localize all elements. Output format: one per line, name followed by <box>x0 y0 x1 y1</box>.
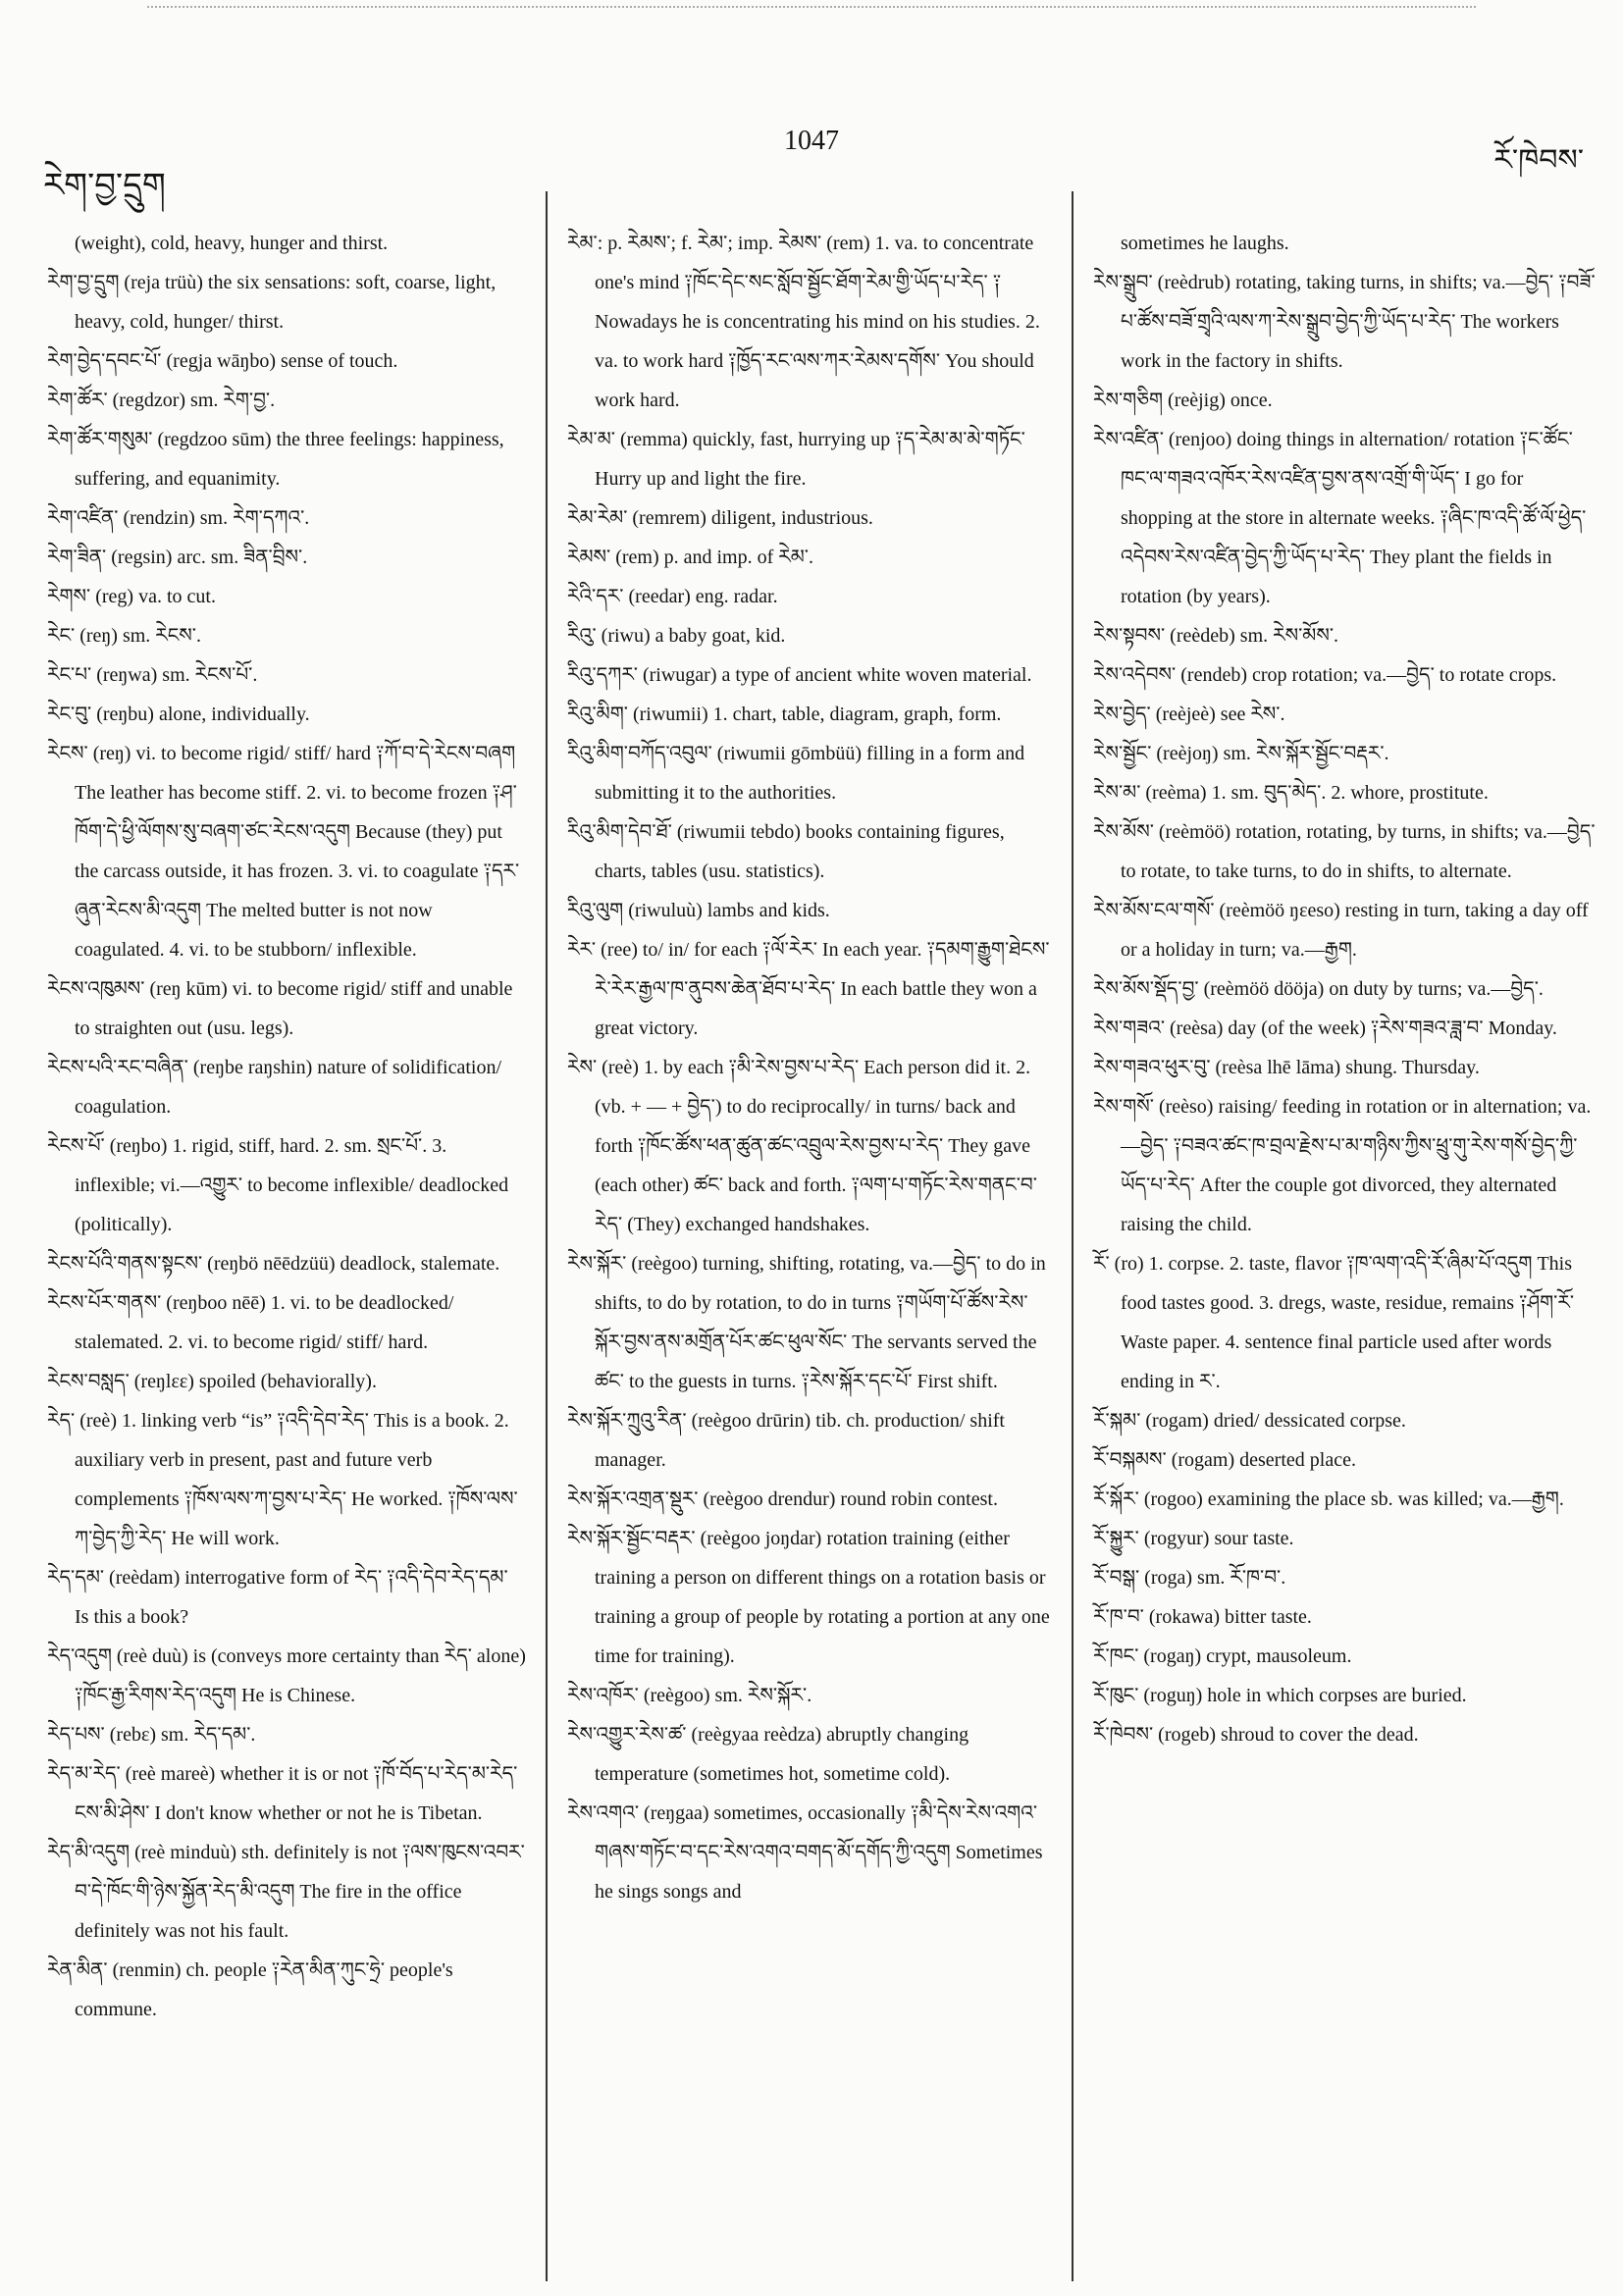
dictionary-entry: རེས་འདེབས་ (rendeb) crop rotation; va.—བྱེད་ to rotate crops. <box>1093 664 1557 686</box>
dictionary-entry: རེད་མ་རེད་ (reè mareè) whether it is or not ༑ཁོ་བོད་པ་རེད་མ་རེད་ངས་མི་ཤེས་ I don't know whether or not he is Tibetan. <box>47 1763 518 1824</box>
dictionary-entry: རོ་ཁ་བ་ (rokawa) bitter taste. <box>1093 1606 1312 1628</box>
dictionary-entry: རོ་སྐྱུར་ (rogyur) sour taste. <box>1093 1528 1294 1549</box>
dictionary-entry: རེས་བྱེད་ (reèjeè) see རེས་. <box>1093 704 1285 725</box>
dictionary-entry: རེད་ (reè) 1. linking verb “is” ༑འདི་དེབ་རེད་ This is a book. 2. auxiliary verb in present, past and future verb complements ༑ཁོས་ལས་ཀ་བྱས་པ་རེད་ He worked. ༑ཁོས་ལས་ཀ་བྱེད་ཀྱི་རེད་ He will work. <box>47 1410 518 1549</box>
dictionary-entry: རེས་གཟའ་ (reèsa) day (of the week) ༑རེས་གཟའ་ཟླ་བ་ Monday. <box>1093 1018 1557 1039</box>
dictionary-entry: རེས་འཛིན་ (renjoo) doing things in alternation/ rotation ༑ང་ཚོང་ཁང་ལ་གཟའ་འཁོར་རེས་འཛིན་བྱས་ནས་འགྲོ་གི་ཡོད་ I go for shopping at the store in alternate weeks. ༑ཞིང་ཁ་འདི་ཚོ་ལོ་ཕྱེད་འདེབས་རེས་འཛིན་བྱེད་ཀྱི་ཡོད་པ་རེད་ They plant the fields in rotation (by years). <box>1093 429 1587 607</box>
dictionary-entry: རེད་དམ་ (reèdam) interrogative form of རེད་ ༑འདི་དེབ་རེད་དམ་ Is this a book? <box>47 1567 508 1628</box>
page-number: 1047 <box>784 126 839 156</box>
header-left-word: རེག་བྱ་དྲུག <box>43 166 166 205</box>
dictionary-entry: རེངས་པོར་གནས་ (reŋboo nēē) 1. vi. to be deadlocked/ stalemated. 2. vi. to become rigid/ stiff/ hard. <box>47 1292 454 1353</box>
dictionary-entry: རེའི་དར་ (reedar) eng. radar. <box>567 586 778 607</box>
dictionary-entry: རེས་འགའ་ (reŋgaa) sometimes, occasionally ༑མི་དེས་རེས་འགའ་གཞས་གཏོང་བ་དང་རེས་འགའ་བགད་མོ་དགོད་ཀྱི་འདུག Sometimes he sings songs and <box>567 1802 1043 1903</box>
dictionary-entry: རེག་བྱེད་དབང་པོ་ (regja wāŋbo) sense of touch. <box>47 350 398 372</box>
dictionary-entry: རེད་འདུག (reè duù) is (conveys more certainty than རེད་ alone) ༑ཁོང་རྒྱ་རིགས་རེད་འདུག He is Chinese. <box>47 1645 526 1706</box>
dictionary-entry: རིའུ་ (riwu) a baby goat, kid. <box>567 625 786 647</box>
dictionary-entry: རེས་སྟབས་ (reèdeb) sm. རེས་མོས་. <box>1093 625 1339 647</box>
dictionary-entry: རེར་ (ree) to/ in/ for each ༑ལོ་རེར་ In each year. ༑དམག་རྒྱུག་ཐེངས་རེ་རེར་རྒྱལ་ཁ་ནུབས་ཆེན་ཐོབ་པ་རེད་ In each battle they won a great victory. <box>567 939 1050 1039</box>
dictionary-entry: རོ་ཁང་ (rogaŋ) crypt, mausoleum. <box>1093 1645 1352 1667</box>
dictionary-entry: རེས་འཁོར་ (reègoo) sm. རེས་སྐོར་. <box>567 1685 812 1706</box>
dictionary-entry: རེང་པ་ (reŋwa) sm. རེངས་པོ་. <box>47 664 258 686</box>
dictionary-entry: རེད་མི་འདུག (reè minduù) sth. definitely is not ༑ལས་ཁུངས་འབར་བ་དེ་ཁོང་གི་ཉེས་སྐྱོན་རེད་མི་འདུག The fire in the office definitely was not his fault. <box>47 1842 525 1942</box>
dictionary-entry: རེག་ཟིན་ (regsin) arc. sm. ཟིན་བྲིས་. <box>47 547 308 568</box>
dictionary-entry: རིའུ་ལུག (riwuluù) lambs and kids. <box>567 900 830 921</box>
dictionary-entry: རེས་ (reè) 1. by each ༑མི་རེས་བྱས་པ་རེད་ Each person did it. 2. (vb. + — + བྱེད་) to do reciprocally/ in turns/ back and forth ༑ཁོང་ཚོས་ཕན་ཚུན་ཚང་འབྲུལ་རེས་བྱས་པ་རེད་ They gave (each other) ཚང་ back and forth. ༑ལག་པ་གཏོང་རེས་གནང་བ་རེད་ (They) exchanged handshakes. <box>567 1057 1037 1235</box>
dictionary-entry: རེགས་ (reg) va. to cut. <box>47 586 216 607</box>
dictionary-entry: རེས་སྐོར་འགྲན་སྡུར་ (reègoo drendur) round robin contest. <box>567 1488 998 1510</box>
dictionary-entry: རེས་སྐོར་ཀྲུའུ་རིན་ (reègoo drūrin) tib. ch. production/ shift manager. <box>567 1410 1005 1471</box>
dictionary-entry: རེས་སྐོར་སྦྱོང་བརྡར་ (reègoo joŋdar) rotation training (either training a person on different things on a rotation basis or training a group of people by rotating a portion at any one time for training). <box>567 1528 1050 1667</box>
dictionary-entry: རེམས་ (rem) p. and imp. of རེམ་. <box>567 547 813 568</box>
dictionary-entry: རེས་མོས་སྡོད་བྱ་ (reèmöö dööja) on duty by turns; va.—བྱེད་. <box>1093 978 1544 1000</box>
dictionary-entry: རེང་བུ་ (reŋbu) alone, individually. <box>47 704 310 725</box>
dictionary-entry: sometimes he laughs. <box>1121 233 1289 254</box>
dictionary-entry: རེང་ (reŋ) sm. རེངས་. <box>47 625 201 647</box>
column-divider <box>546 191 548 2281</box>
dictionary-entry: རེས་སྦྱོང་ (reèjoŋ) sm. རེས་སྐོར་སྦྱོང་བརྡར་. <box>1093 743 1389 764</box>
dictionary-entry: རེས་མོས་ངལ་གསོ་ (reèmöö ŋεeso) resting in turn, taking a day off or a holiday in turn; va.—རྒྱག. <box>1093 900 1589 961</box>
dictionary-entry: རེངས་འཁུམས་ (reŋ kūm) vi. to become rigid/ stiff and unable to straighten out (usu. legs). <box>47 978 513 1039</box>
dictionary-entry: རེས་གཅིག (reèjig) once. <box>1093 390 1273 411</box>
dictionary-entry: (weight), cold, heavy, hunger and thirst. <box>75 233 389 254</box>
dictionary-entry: རོ་ཁེབས་ (rogeb) shroud to cover the dead. <box>1093 1724 1419 1746</box>
header-right-word: རོ་ཁེབས་ <box>1493 143 1584 178</box>
dictionary-entry: རེན་མིན་ (renmin) ch. people ༑རེན་མིན་ཀུང་ཧྲེ་ people's commune. <box>47 1959 453 2020</box>
dictionary-entry: རོ་བསྒ་ (roga) sm. རོ་ཁ་བ་. <box>1093 1567 1286 1589</box>
dictionary-entry: རེས་གཟའ་ཕུར་བུ་ (reèsa lhē lāma) shung. Thursday. <box>1093 1057 1480 1078</box>
column-right <box>1093 224 1596 1754</box>
dictionary-entry: རེད་པས་ (rebε) sm. རེད་དམ་. <box>47 1724 256 1746</box>
dictionary-entry: རིའུ་མིག་བཀོད་འབུལ་ (riwumii gōmbüü) filling in a form and submitting it to the authorities. <box>567 743 1025 804</box>
dictionary-entry: རོ་བསྐམས་ (rogam) deserted place. <box>1093 1449 1356 1471</box>
dictionary-entry: རོ་སྐོར་ (rogoo) examining the place sb. was killed; va.—རྒྱག. <box>1093 1488 1564 1510</box>
dictionary-entry: རེམ་: p. རེམས་; f. རེམ་; imp. རེམས་ (rem) 1. va. to concentrate one's mind ༑ཁོང་དེང་སང་སློབ་སྦྱོང་ཐོག་རེམ་གྱི་ཡོད་པ་རེད་ ༑Nowadays he is concentrating his mind on his studies. 2. va. to work hard ༑ཁྱོད་རང་ལས་ཀར་རེམས་དགོས་ You should work hard. <box>567 233 1040 411</box>
dictionary-entry: རོ་ཁུང་ (roguŋ) hole in which corpses are buried. <box>1093 1685 1467 1706</box>
dictionary-entry: རེག་ཚོར་ (regdzor) sm. རེག་བྱ་. <box>47 390 276 411</box>
dictionary-entry: རེམ་མ་ (remma) quickly, fast, hurrying up ༑ད་རེམ་མ་མེ་གཏོང་ Hurry up and light the fire. <box>567 429 1025 490</box>
dictionary-entry: རེས་སྒྲུབ་ (reèdrub) rotating, taking turns, in shifts; va.—བྱེད་ ༑བཟོ་པ་ཚོས་བཟོ་གྲྭའི་ལས་ཀ་རེས་སྒྲུབ་བྱེད་ཀྱི་ཡོད་པ་རེད་ The workers work in the factory in shifts. <box>1093 272 1596 372</box>
dictionary-entry: རེས་མ་ (reèma) 1. sm. བུད་མེད་. 2. whore, prostitute. <box>1093 782 1489 804</box>
dictionary-entry: རེངས་པོ་ (reŋbo) 1. rigid, stiff, hard. 2. sm. སྲང་པོ་. 3. inflexible; vi.—འགྱུར་ to become inflexible/ deadlocked (politically). <box>47 1135 509 1235</box>
dictionary-entry: རིའུ་མིག་དེབ་ཐོ་ (riwumii tebdo) books containing figures, charts, tables (usu. statistics). <box>567 821 1005 882</box>
dictionary-entry: རེག་འཛིན་ (rendzin) sm. རེག་དཀའ་. <box>47 507 310 529</box>
dictionary-entry: རེས་གསོ་ (reèso) raising/ feeding in rotation or in alternation; va.—བྱེད་ ༑བཟའ་ཚང་ཁ་བྲལ་རྗེས་པ་མ་གཉིས་ཀྱིས་ཕྲུ་གུ་རེས་གསོ་བྱེད་ཀྱི་ཡོད་པ་རེད་ After the couple got divorced, they alternated raising the child. <box>1093 1096 1592 1235</box>
dictionary-entry: རིའུ་མིག་ (riwumii) 1. chart, table, diagram, graph, form. <box>567 704 1002 725</box>
scan-top-edge <box>147 6 1476 8</box>
column-middle <box>567 224 1056 1911</box>
dictionary-entry: རེམ་རེམ་ (remrem) diligent, industrious. <box>567 507 873 529</box>
column-divider <box>1072 191 1073 2281</box>
column-left <box>47 224 526 2029</box>
dictionary-entry: རེངས་བསླད་ (reŋlεε) spoiled (behaviorally). <box>47 1371 377 1392</box>
dictionary-entry: རེངས་ (reŋ) vi. to become rigid/ stiff/ hard ༑ཀོ་བ་དེ་རེངས་བཞག The leather has become stiff. 2. vi. to become frozen ༑ཤ་ཁོག་དེ་ཕྱི་ལོགས་སུ་བཞག་ཙང་རེངས་འདུག Because (they) put the carcass outside, it has frozen. 3. vi. to coagulate ༑དར་ཞུན་རེངས་མི་འདུག The melted butter is not now coagulated. 4. vi. to be stubborn/ inflexible. <box>47 743 520 961</box>
dictionary-entry: རེག་བྱ་དྲུག (reja trüù) the six sensations: soft, coarse, light, heavy, cold, hunger/ thirst. <box>47 272 497 333</box>
dictionary-entry: རེག་ཚོར་གསུམ་ (regdzoo sūm) the three feelings: happiness, suffering, and equanimity. <box>47 429 504 490</box>
dictionary-entry: རེས་མོས་ (reèmöö) rotation, rotating, by turns, in shifts; va.—བྱེད་ to rotate, to take turns, to do in shifts, to alternate. <box>1093 821 1596 882</box>
dictionary-entry: རེས་འགྱུར་རེས་ཚ་ (reègyaa reèdza) abruptly changing temperature (sometimes hot, sometime cold). <box>567 1724 969 1785</box>
dictionary-entry: རོ་ (ro) 1. corpse. 2. taste, flavor ༑ཁ་ལག་འདི་རོ་ཞིམ་པོ་འདུག This food tastes good. 3. dregs, waste, residue, remains ༑ཤོག་རོ་ Waste paper. 4. sentence final particle used after words ending in ར་. <box>1093 1253 1575 1392</box>
dictionary-entry: རེངས་པོའི་གནས་སྟངས་ (reŋbö nēēdzüü) deadlock, stalemate. <box>47 1253 500 1275</box>
dictionary-entry: རིའུ་དཀར་ (riwugar) a type of ancient white woven material. <box>567 664 1032 686</box>
dictionary-entry: རེངས་པའི་རང་བཞིན་ (reŋbe raŋshin) nature of solidification/ coagulation. <box>47 1057 502 1118</box>
dictionary-entry: རེས་སྐོར་ (reègoo) turning, shifting, rotating, va.—བྱེད་ to do in shifts, to do by rotation, to do in turns ༑གཡོག་པོ་ཚོས་རེས་སྐོར་བྱས་ནས་མགྲོན་པོར་ཚང་ཕུལ་སོང་ The servants served the ཚང་ to the guests in turns. ༑རེས་སྐོར་དང་པོ་ First shift. <box>567 1253 1046 1392</box>
dictionary-entry: རོ་སྐམ་ (rogam) dried/ dessicated corpse. <box>1093 1410 1406 1432</box>
